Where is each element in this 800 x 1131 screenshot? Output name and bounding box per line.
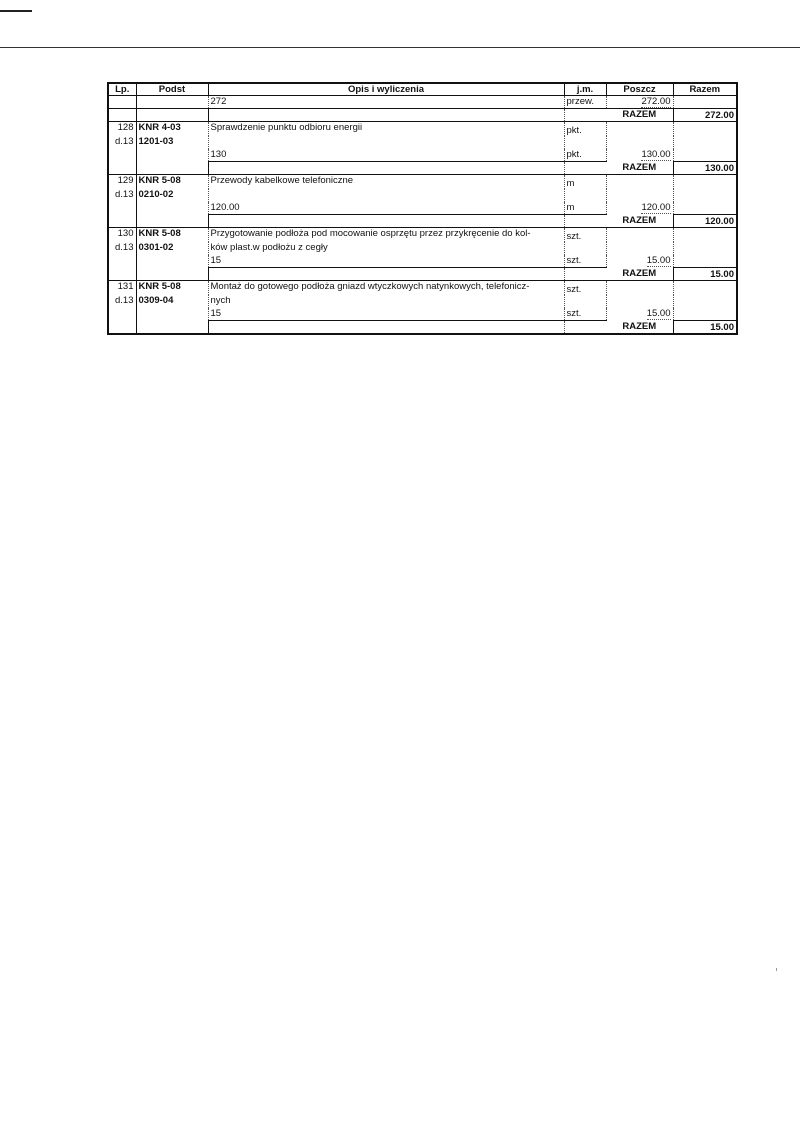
item-row-cont: [108, 189, 737, 202]
item-unit: m: [564, 175, 606, 190]
cost-estimate-table: [107, 82, 738, 335]
item-podst-code: KNR 5-08: [136, 281, 208, 296]
page-top-rule: [0, 47, 800, 48]
column-header-jm: j.m.: [564, 83, 606, 96]
item-dzial: d.13: [108, 295, 136, 308]
item-podst-number: 0309-04: [136, 295, 208, 308]
poszcz-value: 120.00: [641, 202, 671, 213]
razem-total: 130.00: [673, 162, 737, 175]
item-sum-row: [108, 268, 737, 281]
calc-value: 272: [208, 96, 564, 109]
poszcz-value: 15.00: [646, 308, 671, 319]
item-row-cont: [108, 242, 737, 255]
item-row-cont: [108, 295, 737, 308]
item-dzial: d.13: [108, 189, 136, 202]
item-description: Sprawdzenie punktu odbioru energii: [208, 122, 564, 137]
razem-total: 15.00: [673, 268, 737, 281]
item-sum-row: [108, 321, 737, 335]
razem-label: RAZEM: [606, 321, 673, 335]
calc-value: 120.00: [208, 202, 564, 215]
calc-value: 15: [208, 308, 564, 321]
calc-value: 130: [208, 149, 564, 162]
item-unit: szt.: [564, 281, 606, 296]
razem-label: RAZEM: [606, 268, 673, 281]
calc-unit: pkt.: [564, 149, 606, 162]
calc-unit: przew.: [564, 96, 606, 109]
calc-unit: m: [564, 202, 606, 215]
column-header-opis: Opis i wyliczenia: [208, 83, 564, 96]
item-calc-row: [108, 308, 737, 321]
item-sum-row: [108, 162, 737, 175]
item-lp: 129: [108, 175, 136, 190]
item-lp: 131: [108, 281, 136, 296]
item-description-cont: [208, 136, 564, 149]
item-description: Przewody kabelkowe telefoniczne: [208, 175, 564, 190]
item-lp: 130: [108, 228, 136, 243]
item-row: [108, 281, 737, 296]
item-podst-number: 1201-03: [136, 136, 208, 149]
scan-speck: [776, 968, 777, 971]
calc-unit: szt.: [564, 255, 606, 268]
item-description-cont: [208, 189, 564, 202]
item-unit: szt.: [564, 228, 606, 243]
column-header-podst: Podst: [136, 83, 208, 96]
item-description-cont: ków plast.w podłożu z cegły: [208, 242, 564, 255]
razem-total: 120.00: [673, 215, 737, 228]
razem-total: 15.00: [673, 321, 737, 335]
column-header-poszcz: Poszcz: [606, 83, 673, 96]
item-row-cont: [108, 136, 737, 149]
carry-calc-row: [108, 96, 737, 109]
razem-total: 272.00: [673, 109, 737, 122]
item-calc-row: [108, 255, 737, 268]
item-sum-row: [108, 215, 737, 228]
item-lp: 128: [108, 122, 136, 137]
razem-label: RAZEM: [606, 215, 673, 228]
item-row: [108, 175, 737, 190]
carry-sum-row: [108, 109, 737, 122]
item-podst-code: KNR 5-08: [136, 175, 208, 190]
item-description-cont: nych: [208, 295, 564, 308]
item-unit: pkt.: [564, 122, 606, 137]
item-podst-number: 0210-02: [136, 189, 208, 202]
poszcz-value: 15.00: [646, 255, 671, 266]
item-calc-row: [108, 202, 737, 215]
item-podst-number: 0301-02: [136, 242, 208, 255]
item-podst-code: KNR 4-03: [136, 122, 208, 137]
item-row: [108, 122, 737, 137]
corner-scan-mark: [0, 10, 32, 12]
table-header-row: [108, 83, 737, 96]
razem-label: RAZEM: [606, 109, 673, 122]
column-header-lp: Lp.: [108, 83, 136, 96]
item-description: Przygotowanie podłoża pod mocowanie osprzętu przez przykręcenie do kol-: [208, 228, 564, 243]
razem-label: RAZEM: [606, 162, 673, 175]
column-header-razem: Razem: [673, 83, 737, 96]
item-calc-row: [108, 149, 737, 162]
item-description: Montaż do gotowego podłoża gniazd wtyczkowych natynkowych, telefonicz-: [208, 281, 564, 296]
item-dzial: d.13: [108, 136, 136, 149]
poszcz-value: 272.00: [641, 96, 671, 107]
calc-value: 15: [208, 255, 564, 268]
item-podst-code: KNR 5-08: [136, 228, 208, 243]
item-row: [108, 228, 737, 243]
calc-unit: szt.: [564, 308, 606, 321]
item-dzial: d.13: [108, 242, 136, 255]
poszcz-value: 130.00: [641, 149, 671, 160]
